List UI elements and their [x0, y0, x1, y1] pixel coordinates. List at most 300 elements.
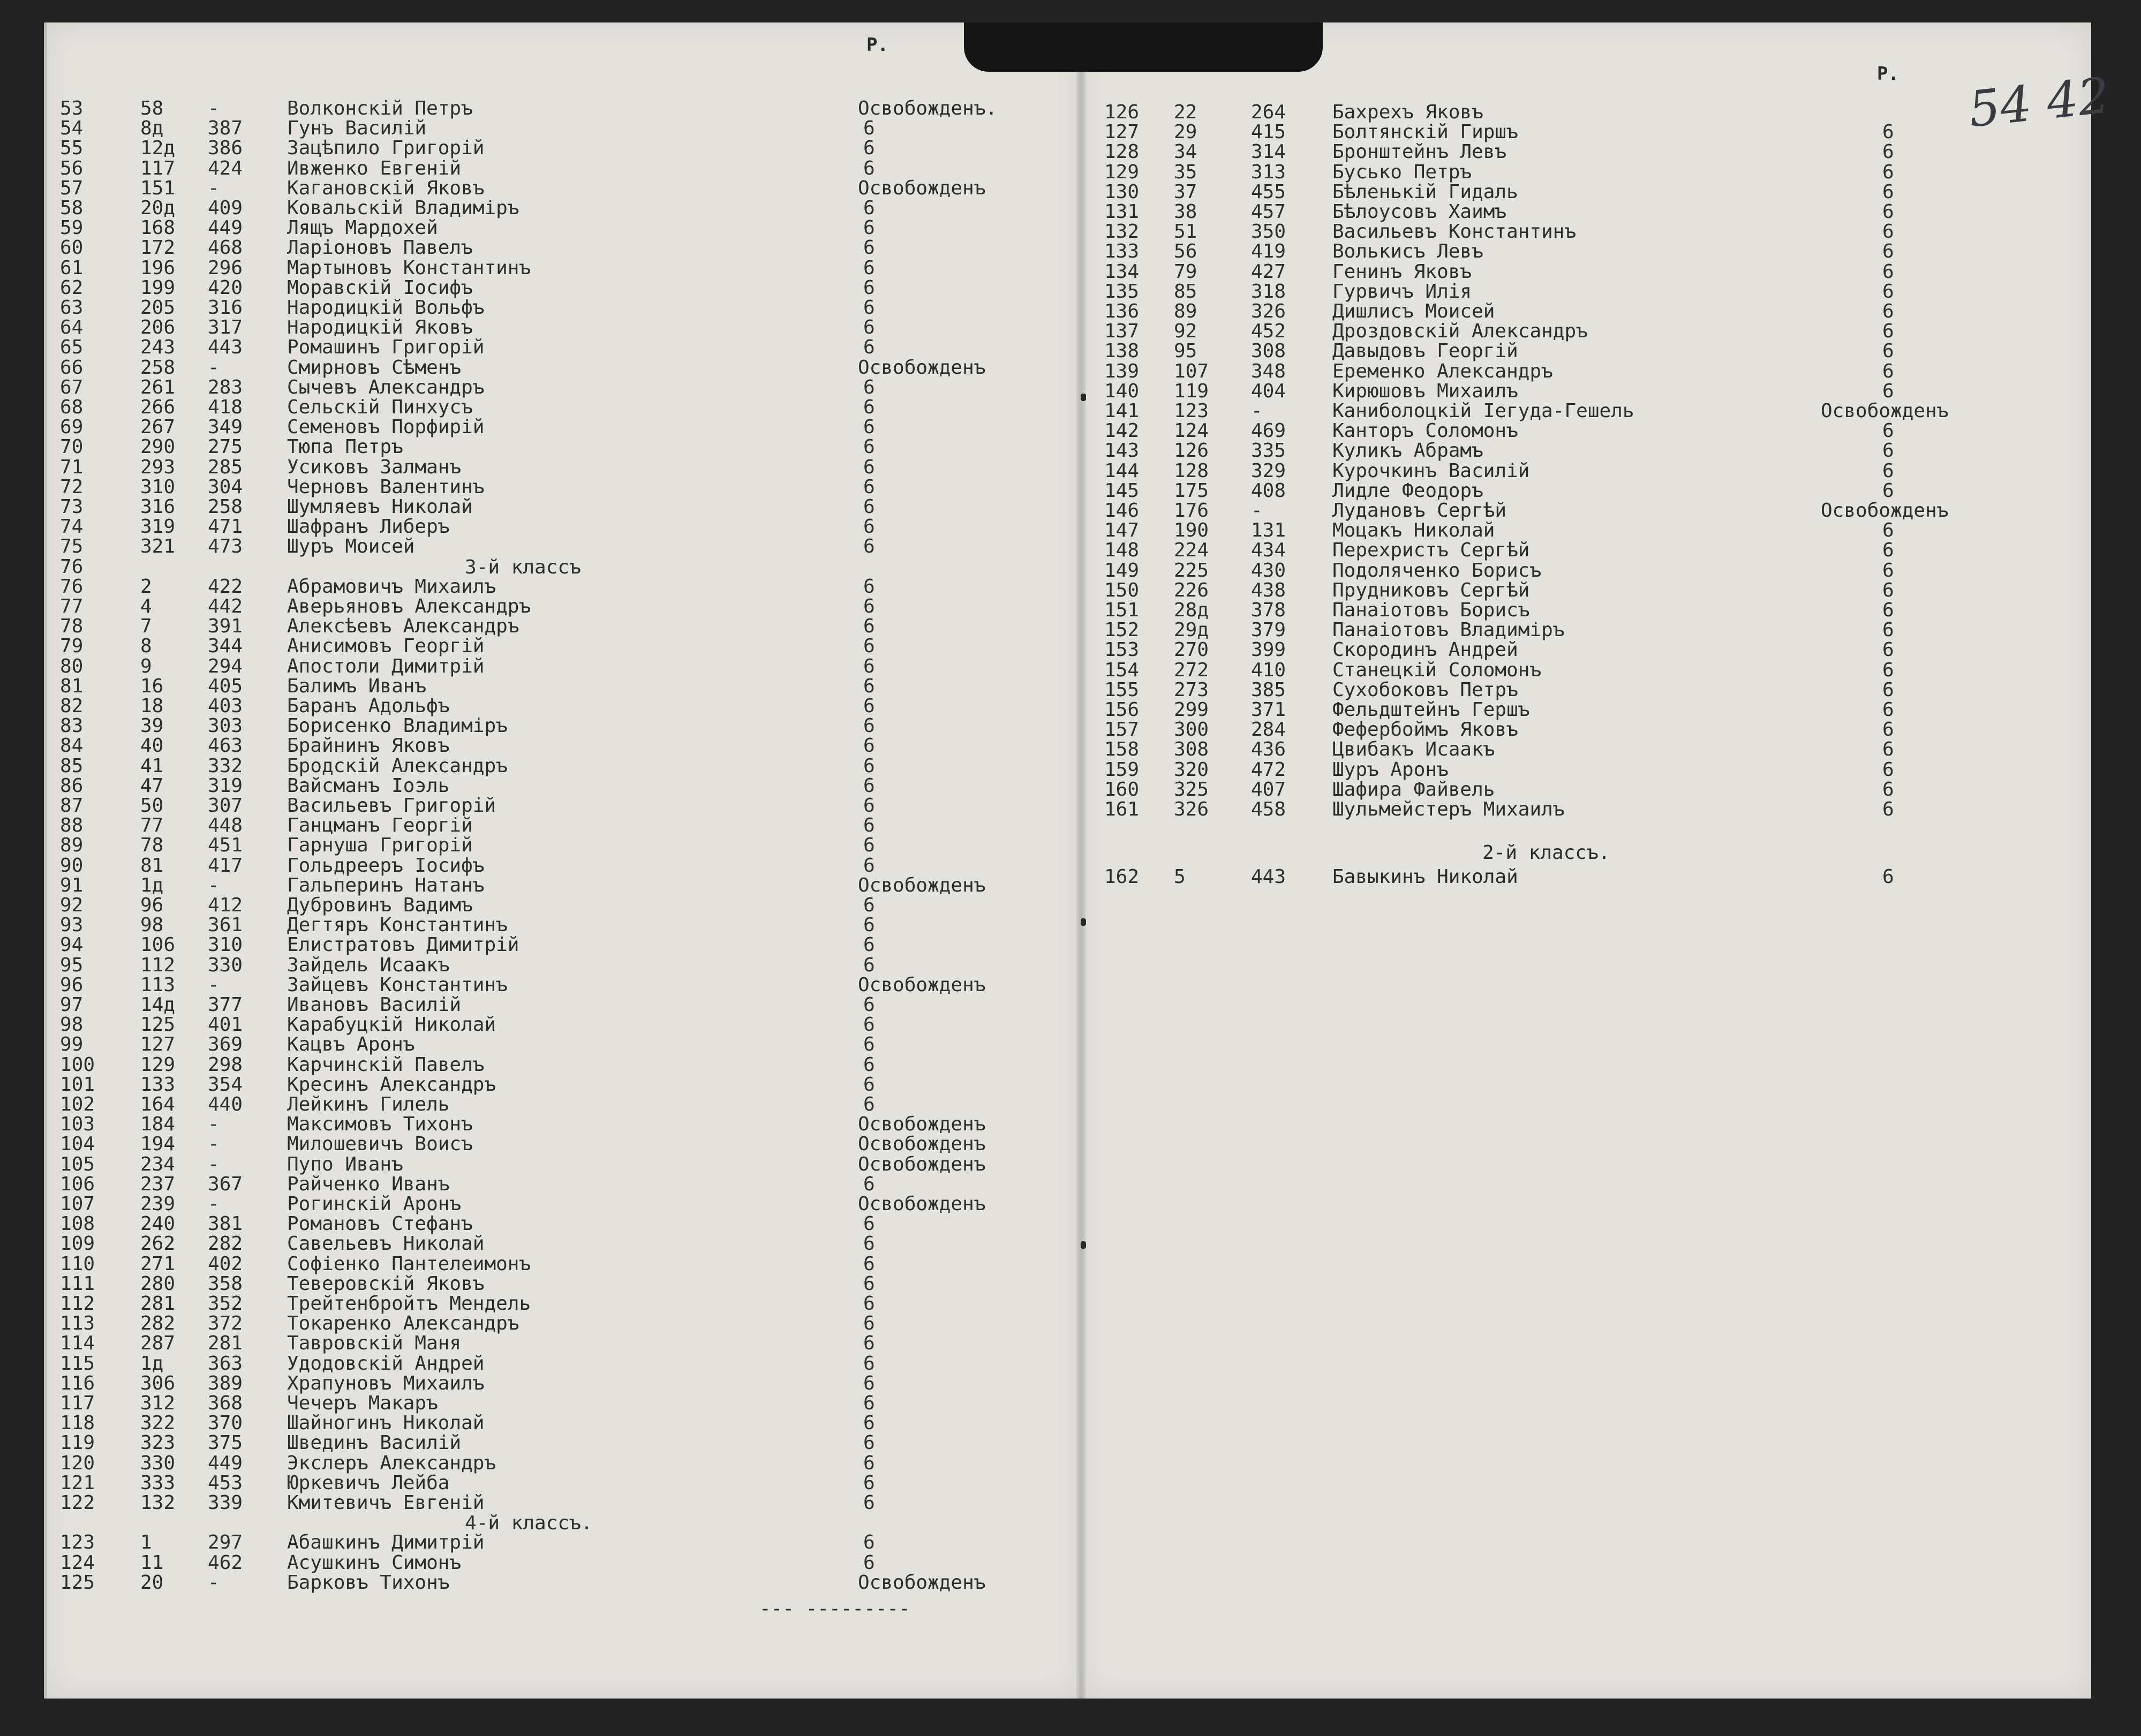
row-number: 64	[60, 316, 84, 339]
student-name: Канторъ Соломонъ	[1332, 420, 1518, 442]
score-number: 284	[1251, 719, 1286, 741]
row-number: 146	[1104, 500, 1140, 522]
ticket-number: 272	[1174, 659, 1209, 681]
student-name: Болтянскій Гиршъ	[1332, 121, 1518, 144]
status-value: 6	[863, 297, 875, 319]
status-value: 6	[1882, 121, 1894, 144]
status-value: 6	[863, 1432, 875, 1454]
status-value: 6	[863, 117, 875, 140]
status-value: 6	[863, 695, 875, 717]
ticket-number: 267	[140, 416, 176, 439]
ticket-number: 133	[140, 1073, 176, 1096]
status-value: 6	[863, 754, 875, 777]
score-number: 424	[208, 157, 243, 179]
score-number: 371	[1251, 699, 1286, 721]
score-number: 377	[208, 994, 243, 1016]
student-name: Абрамовичъ Михаилъ	[287, 575, 496, 598]
row-number: 138	[1104, 340, 1140, 363]
page-mark-right: P.	[1877, 63, 1899, 85]
score-number: 442	[208, 595, 243, 617]
row-number: 90	[60, 854, 84, 877]
ticket-number: 37	[1174, 180, 1197, 203]
left-page	[44, 22, 1080, 1699]
student-name: Гунъ Василій	[287, 117, 427, 140]
score-number: 354	[208, 1073, 243, 1096]
ticket-number: 325	[1174, 778, 1209, 801]
left-edge-shadow	[44, 22, 47, 1699]
score-number: 318	[1251, 280, 1286, 303]
punch-hole	[1081, 394, 1086, 401]
row-number: 80	[60, 655, 84, 677]
row-number: 97	[60, 994, 84, 1016]
ticket-number: 56	[1174, 240, 1197, 263]
student-name: Семеновъ Порфирій	[287, 416, 485, 439]
score-number: 294	[208, 655, 243, 677]
end-dashes: --- ---------	[759, 1598, 910, 1620]
ticket-number: 128	[1174, 459, 1209, 482]
status-value: 6	[1882, 619, 1894, 641]
ticket-number: 78	[140, 834, 164, 857]
ticket-number: 310	[140, 475, 176, 498]
row-number: 143	[1104, 440, 1140, 462]
row-number: 54	[60, 117, 84, 140]
ticket-number: 38	[1174, 201, 1197, 223]
row-number: 71	[60, 456, 84, 478]
score-number: 350	[1251, 221, 1286, 243]
roster-row	[0, 1113, 986, 1136]
student-name: Лудановъ Сергѣй	[1332, 500, 1507, 522]
ticket-number: 293	[140, 456, 176, 478]
student-name: Фельдштейнъ Гершъ	[1332, 699, 1530, 721]
student-name: Волькисъ Левъ	[1332, 240, 1483, 263]
student-name: Зайцевъ Константинъ	[287, 973, 508, 996]
student-name: Давыдовъ Георгій	[1332, 340, 1518, 363]
ticket-number: 126	[1174, 440, 1209, 462]
ticket-number: 12д	[140, 137, 176, 160]
row-number: 154	[1104, 659, 1140, 681]
status-value: 6	[1882, 519, 1894, 542]
class-heading: 3-й классъ	[465, 556, 581, 578]
ticket-number: 308	[1174, 738, 1209, 761]
student-name: Софіенко Пантелеимонъ	[287, 1252, 531, 1275]
score-number: 370	[208, 1412, 243, 1435]
status-value: 6	[1882, 280, 1894, 303]
status-value: 6	[863, 1492, 875, 1514]
roster-row	[0, 1193, 986, 1215]
ticket-number: 14д	[140, 994, 176, 1016]
row-number: 106	[60, 1173, 95, 1195]
status-value: 6	[863, 1014, 875, 1036]
status-value: 6	[863, 1093, 875, 1115]
score-number: -	[208, 874, 220, 896]
ticket-number: 20д	[140, 197, 176, 219]
ticket-number: 8д	[140, 117, 164, 140]
status-value: 6	[863, 675, 875, 697]
status-value: 6	[1882, 161, 1894, 183]
row-number: 116	[60, 1372, 95, 1394]
row-number: 105	[60, 1153, 95, 1175]
score-number: 298	[208, 1053, 243, 1076]
ticket-number: 316	[140, 496, 176, 518]
roster-row	[0, 1392, 875, 1414]
student-name: Подоляченко Борисъ	[1332, 559, 1542, 582]
status-value: 6	[863, 994, 875, 1016]
row-number: 77	[60, 595, 84, 617]
roster-row	[0, 1571, 986, 1594]
score-number: 282	[208, 1233, 243, 1255]
row-number: 127	[1104, 121, 1140, 144]
row-number: 128	[1104, 141, 1140, 163]
student-name: Балимъ Иванъ	[287, 675, 427, 697]
status-value: 6	[863, 774, 875, 797]
student-name: Токаренко Александръ	[287, 1312, 519, 1335]
student-name: Курочкинъ Василій	[1332, 459, 1530, 482]
ticket-number: 282	[140, 1312, 176, 1335]
status-value: 6	[863, 655, 875, 677]
roster-row	[0, 1312, 875, 1335]
status-value: 6	[863, 1213, 875, 1235]
row-number: 65	[60, 336, 84, 359]
status-value: 6	[1882, 659, 1894, 681]
student-name: Каниболоцкій Іегуда-Гешель	[1332, 400, 1634, 422]
row-number: 151	[1104, 599, 1140, 621]
roster-row	[0, 973, 986, 996]
ticket-number: 7	[140, 615, 152, 638]
status-value: 6	[863, 197, 875, 219]
row-number: 73	[60, 496, 84, 518]
score-number: -	[208, 1153, 220, 1175]
status-value: 6	[1882, 678, 1894, 701]
row-number: 136	[1104, 300, 1140, 322]
row-number: 85	[60, 754, 84, 777]
student-name: Ковальскій Владиміръ	[287, 197, 519, 219]
student-name: Чечеръ Макаръ	[287, 1392, 438, 1414]
score-number: 378	[1251, 599, 1286, 621]
score-number: 367	[208, 1173, 243, 1195]
student-name: Милошевичъ Воисъ	[287, 1133, 473, 1156]
row-number: 110	[60, 1252, 95, 1275]
punch-hole	[1081, 918, 1086, 926]
score-number: 427	[1251, 260, 1286, 283]
score-number: 303	[208, 715, 243, 737]
status-value: 6	[863, 715, 875, 737]
ticket-number: 226	[1174, 579, 1209, 601]
status-value: 6	[863, 276, 875, 299]
student-name: Мартыновъ Константинъ	[287, 256, 531, 279]
status-value: 6	[863, 1173, 875, 1195]
status-value: 6	[863, 934, 875, 956]
status-value: Освобожденъ	[1821, 400, 1949, 422]
ticket-number: 271	[140, 1252, 176, 1275]
row-number: 79	[60, 635, 84, 658]
status-value: Освобожденъ	[858, 973, 986, 996]
roster-row	[0, 1233, 875, 1255]
status-value: 6	[1882, 221, 1894, 243]
score-number: 352	[208, 1293, 243, 1315]
roster-row	[0, 934, 875, 956]
ticket-number: 107	[1174, 360, 1209, 382]
ticket-number: 125	[140, 1014, 176, 1036]
status-value: Освобожденъ	[1821, 500, 1949, 522]
status-value: 6	[1882, 201, 1894, 223]
roster-row	[0, 1173, 875, 1195]
status-value: 6	[863, 1233, 875, 1255]
roster-row	[0, 1492, 875, 1514]
ticket-number: 85	[1174, 280, 1197, 303]
row-number: 61	[60, 256, 84, 279]
student-name: Шумляевъ Николай	[287, 496, 473, 518]
ticket-number: 124	[1174, 420, 1209, 442]
ticket-number: 280	[140, 1272, 176, 1295]
row-number: 117	[60, 1392, 95, 1414]
student-name: Романовъ Стефанъ	[287, 1213, 473, 1235]
ticket-number: 18	[140, 695, 164, 717]
row-number: 134	[1104, 260, 1140, 283]
row-number: 109	[60, 1233, 95, 1255]
student-name: Народицкій Вольфъ	[287, 297, 485, 319]
status-value: Освобожденъ	[858, 874, 986, 896]
ticket-number: 28д	[1174, 599, 1209, 621]
score-number: -	[1251, 500, 1263, 522]
student-name: Кагановскій Яковъ	[287, 177, 485, 199]
ticket-number: 95	[1174, 340, 1197, 363]
status-value: 6	[863, 1293, 875, 1315]
score-number: 385	[1251, 678, 1286, 701]
score-number: 281	[208, 1332, 243, 1355]
score-number: 471	[208, 516, 243, 538]
student-name: Ромашинъ Григорій	[287, 336, 485, 359]
status-value: 6	[863, 217, 875, 239]
status-value: 6	[1882, 260, 1894, 283]
ticket-number: 290	[140, 436, 176, 458]
ticket-number: 22	[1174, 101, 1197, 123]
row-number: 78	[60, 615, 84, 638]
student-name: Еременко Александръ	[1332, 360, 1553, 382]
score-number: 420	[208, 276, 243, 299]
status-value: 6	[863, 615, 875, 638]
student-name: Кирюшовъ Михаилъ	[1332, 380, 1518, 402]
row-number: 125	[60, 1571, 95, 1594]
ticket-number: 113	[140, 973, 176, 996]
row-number: 142	[1104, 420, 1140, 442]
status-value: 6	[1882, 559, 1894, 582]
class-heading: 2-й классъ.	[1482, 842, 1610, 864]
ticket-number: 319	[140, 516, 176, 538]
score-number: 462	[208, 1551, 243, 1574]
ticket-number: 8	[140, 635, 152, 658]
status-value: 6	[1882, 798, 1894, 820]
score-number: -	[208, 1113, 220, 1136]
student-name: Сельскій Пинхусъ	[287, 396, 473, 418]
score-number: 449	[208, 217, 243, 239]
ticket-number: 11	[140, 1551, 164, 1574]
student-name: Кресинъ Александръ	[287, 1073, 496, 1096]
status-value: 6	[1882, 639, 1894, 661]
status-value: 6	[1882, 380, 1894, 402]
ticket-number: 1д	[140, 874, 164, 896]
student-name: Зацѣпило Григорій	[287, 137, 485, 160]
score-number: 316	[208, 297, 243, 319]
status-value: 6	[863, 1352, 875, 1375]
score-number: 363	[208, 1352, 243, 1375]
row-number: 93	[60, 914, 84, 937]
row-number: 129	[1104, 161, 1140, 183]
student-name: Гальперинъ Натанъ	[287, 874, 485, 896]
student-name: Шульмейстеръ Михаилъ	[1332, 798, 1565, 820]
score-number: 329	[1251, 459, 1286, 482]
row-number: 82	[60, 695, 84, 717]
score-number: 283	[208, 376, 243, 398]
student-name: Лящъ Мардохей	[287, 217, 438, 239]
score-number: -	[208, 97, 220, 119]
score-number: 422	[208, 575, 243, 598]
student-name: Лейкинъ Гилель	[287, 1093, 450, 1115]
row-number: 76	[60, 575, 84, 598]
score-number: 436	[1251, 738, 1286, 761]
score-number: 330	[208, 954, 243, 976]
roster-row	[0, 894, 875, 916]
row-number: 131	[1104, 201, 1140, 223]
ticket-number: 20	[140, 1571, 164, 1594]
row-number: 132	[1104, 221, 1140, 243]
row-number: 137	[1104, 320, 1140, 343]
status-value: 6	[1882, 599, 1894, 621]
student-name: Апостоли Димитрій	[287, 655, 485, 677]
student-name: Бусько Петръ	[1332, 161, 1472, 183]
ticket-number: 270	[1174, 639, 1209, 661]
student-name: Экслеръ Александръ	[287, 1452, 496, 1474]
status-value: 6	[863, 635, 875, 658]
student-name: Прудниковъ Сергѣй	[1332, 579, 1530, 601]
score-number: 339	[208, 1492, 243, 1514]
score-number: 375	[208, 1432, 243, 1454]
status-value: 6	[863, 416, 875, 439]
score-number: 361	[208, 914, 243, 937]
row-number: 135	[1104, 280, 1140, 303]
ticket-number: 127	[140, 1033, 176, 1056]
score-number: 443	[1251, 866, 1286, 888]
row-number: 126	[1104, 101, 1140, 123]
student-name: Савельевъ Николай	[287, 1233, 485, 1255]
ticket-number: 29	[1174, 121, 1197, 144]
row-number: 62	[60, 276, 84, 299]
roster-row	[0, 1252, 875, 1275]
row-number: 86	[60, 774, 84, 797]
row-number: 55	[60, 137, 84, 160]
score-number: 326	[1251, 300, 1286, 322]
ticket-number: 224	[1174, 539, 1209, 562]
student-name: Борисенко Владиміръ	[287, 715, 508, 737]
score-number: 381	[208, 1213, 243, 1235]
status-value: 6	[1882, 719, 1894, 741]
ticket-number: 2	[140, 575, 152, 598]
student-name: Моцакъ Николай	[1332, 519, 1495, 542]
student-name: Лидле Феодоръ	[1332, 479, 1483, 502]
row-number: 133	[1104, 240, 1140, 263]
score-number: 405	[208, 675, 243, 697]
row-number: 161	[1104, 798, 1140, 820]
status-value: 6	[863, 496, 875, 518]
score-number: 468	[208, 237, 243, 259]
row-number: 66	[60, 356, 84, 379]
ticket-number: 312	[140, 1392, 176, 1414]
score-number: -	[208, 177, 220, 199]
row-number: 124	[60, 1551, 95, 1574]
roster-row	[0, 1471, 875, 1494]
status-value: 6	[863, 1312, 875, 1335]
student-name: Шуръ Моисей	[287, 535, 415, 558]
student-name: Бродскій Александръ	[287, 754, 508, 777]
ticket-number: 39	[140, 715, 164, 737]
ticket-number: 205	[140, 297, 176, 319]
ticket-number: 306	[140, 1372, 176, 1394]
score-number: 313	[1251, 161, 1286, 183]
student-name: Зайдель Исаакъ	[287, 954, 450, 976]
status-value: Освобожденъ	[858, 1193, 986, 1215]
roster-row	[0, 1213, 875, 1235]
score-number: 379	[1251, 619, 1286, 641]
score-number: 386	[208, 137, 243, 160]
status-value: 6	[863, 1073, 875, 1096]
status-value: 6	[863, 1252, 875, 1275]
ticket-number: 239	[140, 1193, 176, 1215]
ticket-number: 234	[140, 1153, 176, 1175]
ticket-number: 119	[1174, 380, 1209, 402]
row-number: 145	[1104, 479, 1140, 502]
row-number: 101	[60, 1073, 95, 1096]
folio-number: 54 42	[1966, 66, 2113, 139]
row-number: 148	[1104, 539, 1140, 562]
roster-row	[0, 1153, 986, 1175]
score-number: -	[208, 973, 220, 996]
row-number: 140	[1104, 380, 1140, 402]
score-number: 296	[208, 256, 243, 279]
student-name: Дубровинъ Вадимъ	[287, 894, 473, 916]
ticket-number: 77	[140, 814, 164, 837]
score-number: -	[208, 1193, 220, 1215]
student-name: Баранъ Адольфъ	[287, 695, 450, 717]
ticket-number: 281	[140, 1293, 176, 1315]
roster-row	[0, 1093, 875, 1115]
score-number: 434	[1251, 539, 1286, 562]
row-number: 91	[60, 874, 84, 896]
status-value: 6	[1882, 440, 1894, 462]
score-number: 453	[208, 1471, 243, 1494]
ticket-number: 35	[1174, 161, 1197, 183]
student-name: Кмитевичъ Евгеній	[287, 1492, 485, 1514]
ticket-number: 320	[1174, 758, 1209, 781]
student-name: Швединъ Василій	[287, 1432, 462, 1454]
score-number: 317	[208, 316, 243, 339]
score-number: 472	[1251, 758, 1286, 781]
status-value: 6	[863, 456, 875, 478]
score-number: 449	[208, 1452, 243, 1474]
status-value: 6	[1882, 180, 1894, 203]
ticket-number: 9	[140, 655, 152, 677]
score-number: 369	[208, 1033, 243, 1056]
status-value: 6	[863, 376, 875, 398]
status-value: Освобожденъ	[858, 1153, 986, 1175]
student-name: Вайсманъ Іоэль	[287, 774, 450, 797]
ticket-number: 1	[140, 1531, 152, 1554]
ticket-number: 51	[1174, 221, 1197, 243]
student-name: Генинъ Яковъ	[1332, 260, 1472, 283]
ticket-number: 112	[140, 954, 176, 976]
status-value: 6	[1882, 360, 1894, 382]
student-name: Волконскій Петръ	[287, 97, 473, 119]
row-number: 155	[1104, 678, 1140, 701]
status-value: 6	[1882, 320, 1894, 343]
